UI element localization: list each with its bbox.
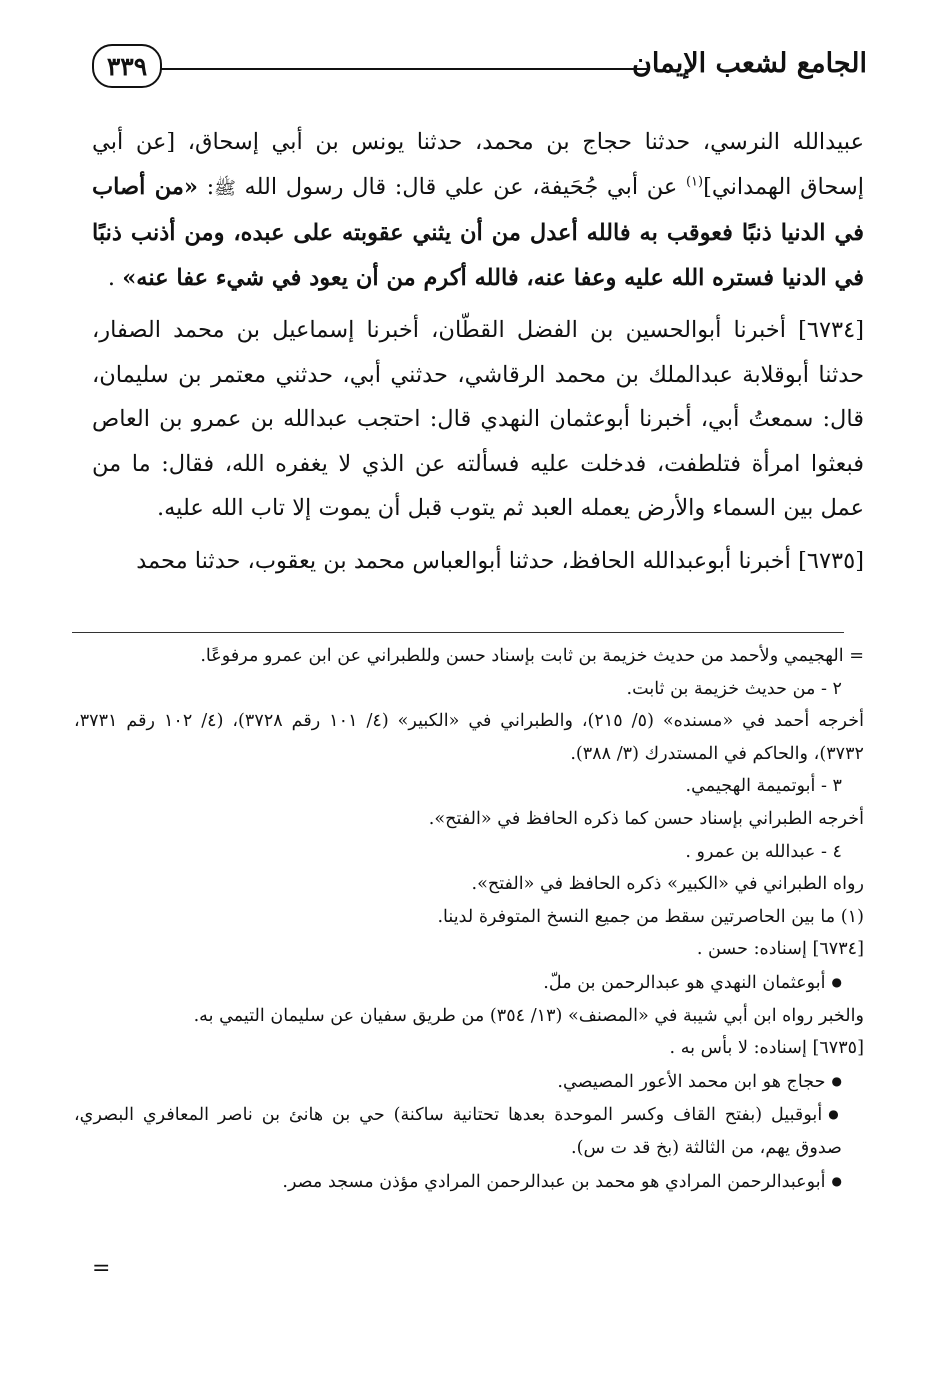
hadith-text: «من أصاب في الدنيا ذنبًا فعوقب به فالله أعدل من أن يثني عقوبته على عبده، ومن أذنب ذنبًا في الدنيا فستره الله عليه وعفا عنه، فالله أكرم من أن يعود في شيء عفا عنه»	[92, 173, 864, 291]
paragraph-6734: [٦٧٣٤] أخبرنا أبوالحسين بن الفضل القطّان، أخبرنا إسماعيل بن محمد الصفار، حدثنا أبوقلابة عبدالملك بن محمد الرقاشي، حدثني أبي، حدثني معتمر بن سليمان، قال: سمعتُ أبي، أخبرنا أبوعثمان النهدي قال: احتجب عبدالله بن عمرو بن العاص فبعثوا امرأة فتلطفت، فدخلت عليه فسألته عن الذي لا يغفره الله، فقال: ما من عمل بين السماء والأرض يعمله العبد ثم يتوب قبل أن يموت إلا تاب الله عليه.	[92, 317, 864, 521]
footnote-line: ٢ - من حديث خزيمة بن ثابت.	[626, 678, 842, 699]
main-text	[92, 120, 864, 591]
isnad-text-2: عن أبي جُحَيفة، عن علي قال: قال رسول الله	[235, 173, 686, 200]
pbuh-glyph: ﷺ	[214, 177, 236, 199]
footnote-line: أخرجه أحمد في «مسنده» (٥/ ٢١٥)، والطبراني في «الكبير» (٤/ ١٠١ رقم ٣٧٢٨)، (٤/ ١٠٢ رقم ٣٧٣١، ٣٧٣٢)، والحاكم في المستدرك (٣/ ٣٨٨).	[74, 711, 864, 764]
footnote-separator	[72, 632, 844, 633]
footnote-bullet: ● حجاج هو ابن محمد الأعور المصيصي.	[74, 1065, 864, 1099]
footnote-line: [٦٧٣٥] إسناده: لا بأس به .	[669, 1038, 864, 1059]
footnote-line: أخرجه الطبراني بإسناد حسن كما ذكره الحافظ في «الفتح».	[428, 808, 864, 829]
footnote-reference: (١)	[685, 174, 704, 189]
page-number: ٣٣٩	[92, 44, 162, 88]
footnote-line: = الهجيمي ولأحمد من حديث خزيمة بن ثابت بإسناد حسن وللطبراني عن ابن عمرو مرفوعًا.	[200, 646, 864, 666]
colon: :	[197, 173, 215, 200]
footnote-line: والخبر رواه ابن أبي شيبة في «المصنف» (١٣/ ٣٥٤) من طريق سفيان عن سليمان التيمي به.	[193, 1005, 864, 1026]
footnote-bullet: ● أبوعثمان النهدي هو عبدالرحمن بن ملّ.	[74, 966, 864, 1000]
continuation-mark: =	[92, 1256, 111, 1281]
period: .	[107, 264, 123, 291]
running-title: الجامع لشعب الإيمان	[632, 48, 867, 79]
isnad-text: عبيدالله النرسي، حدثنا حجاج بن محمد، حدثنا يونس بن أبي إسحاق، [عن أبي إسحاق الهمداني]	[92, 129, 865, 200]
paragraph-6735: [٦٧٣٥] أخبرنا أبوعبدالله الحافظ، حدثنا أبوالعباس محمد بن يعقوب، حدثنا محمد	[136, 547, 864, 574]
footnote-line: (١) ما بين الحاصرتين سقط من جميع النسخ المتوفرة لدينا.	[437, 906, 864, 927]
header-rule	[160, 68, 649, 70]
footnote-line: رواه الطبراني في «الكبير» ذكره الحافظ في «الفتح».	[471, 874, 864, 895]
page-header	[92, 38, 867, 100]
footnote-line: [٦٧٣٤] إسناده: حسن .	[696, 939, 864, 960]
footnote-bullet: ● أبوقبيل (بفتح القاف وكسر الموحدة بعدها تحتانية ساكنة) حي بن هانئ بن ناصر المعافري البصري، صدوق يهم، من الثالثة (بخ قد ت س).	[74, 1098, 864, 1164]
paragraph-continuation	[92, 120, 864, 300]
footnote-line: ٣ - أبوتميمة الهجيمي.	[685, 776, 842, 797]
footnote-line: ٤ - عبدالله بن عمرو .	[685, 841, 842, 862]
footnotes	[74, 640, 864, 1198]
footnote-bullet: ● أبوعبدالرحمن المرادي هو محمد بن عبدالرحمن المرادي مؤذن مسجد مصر.	[74, 1165, 864, 1199]
